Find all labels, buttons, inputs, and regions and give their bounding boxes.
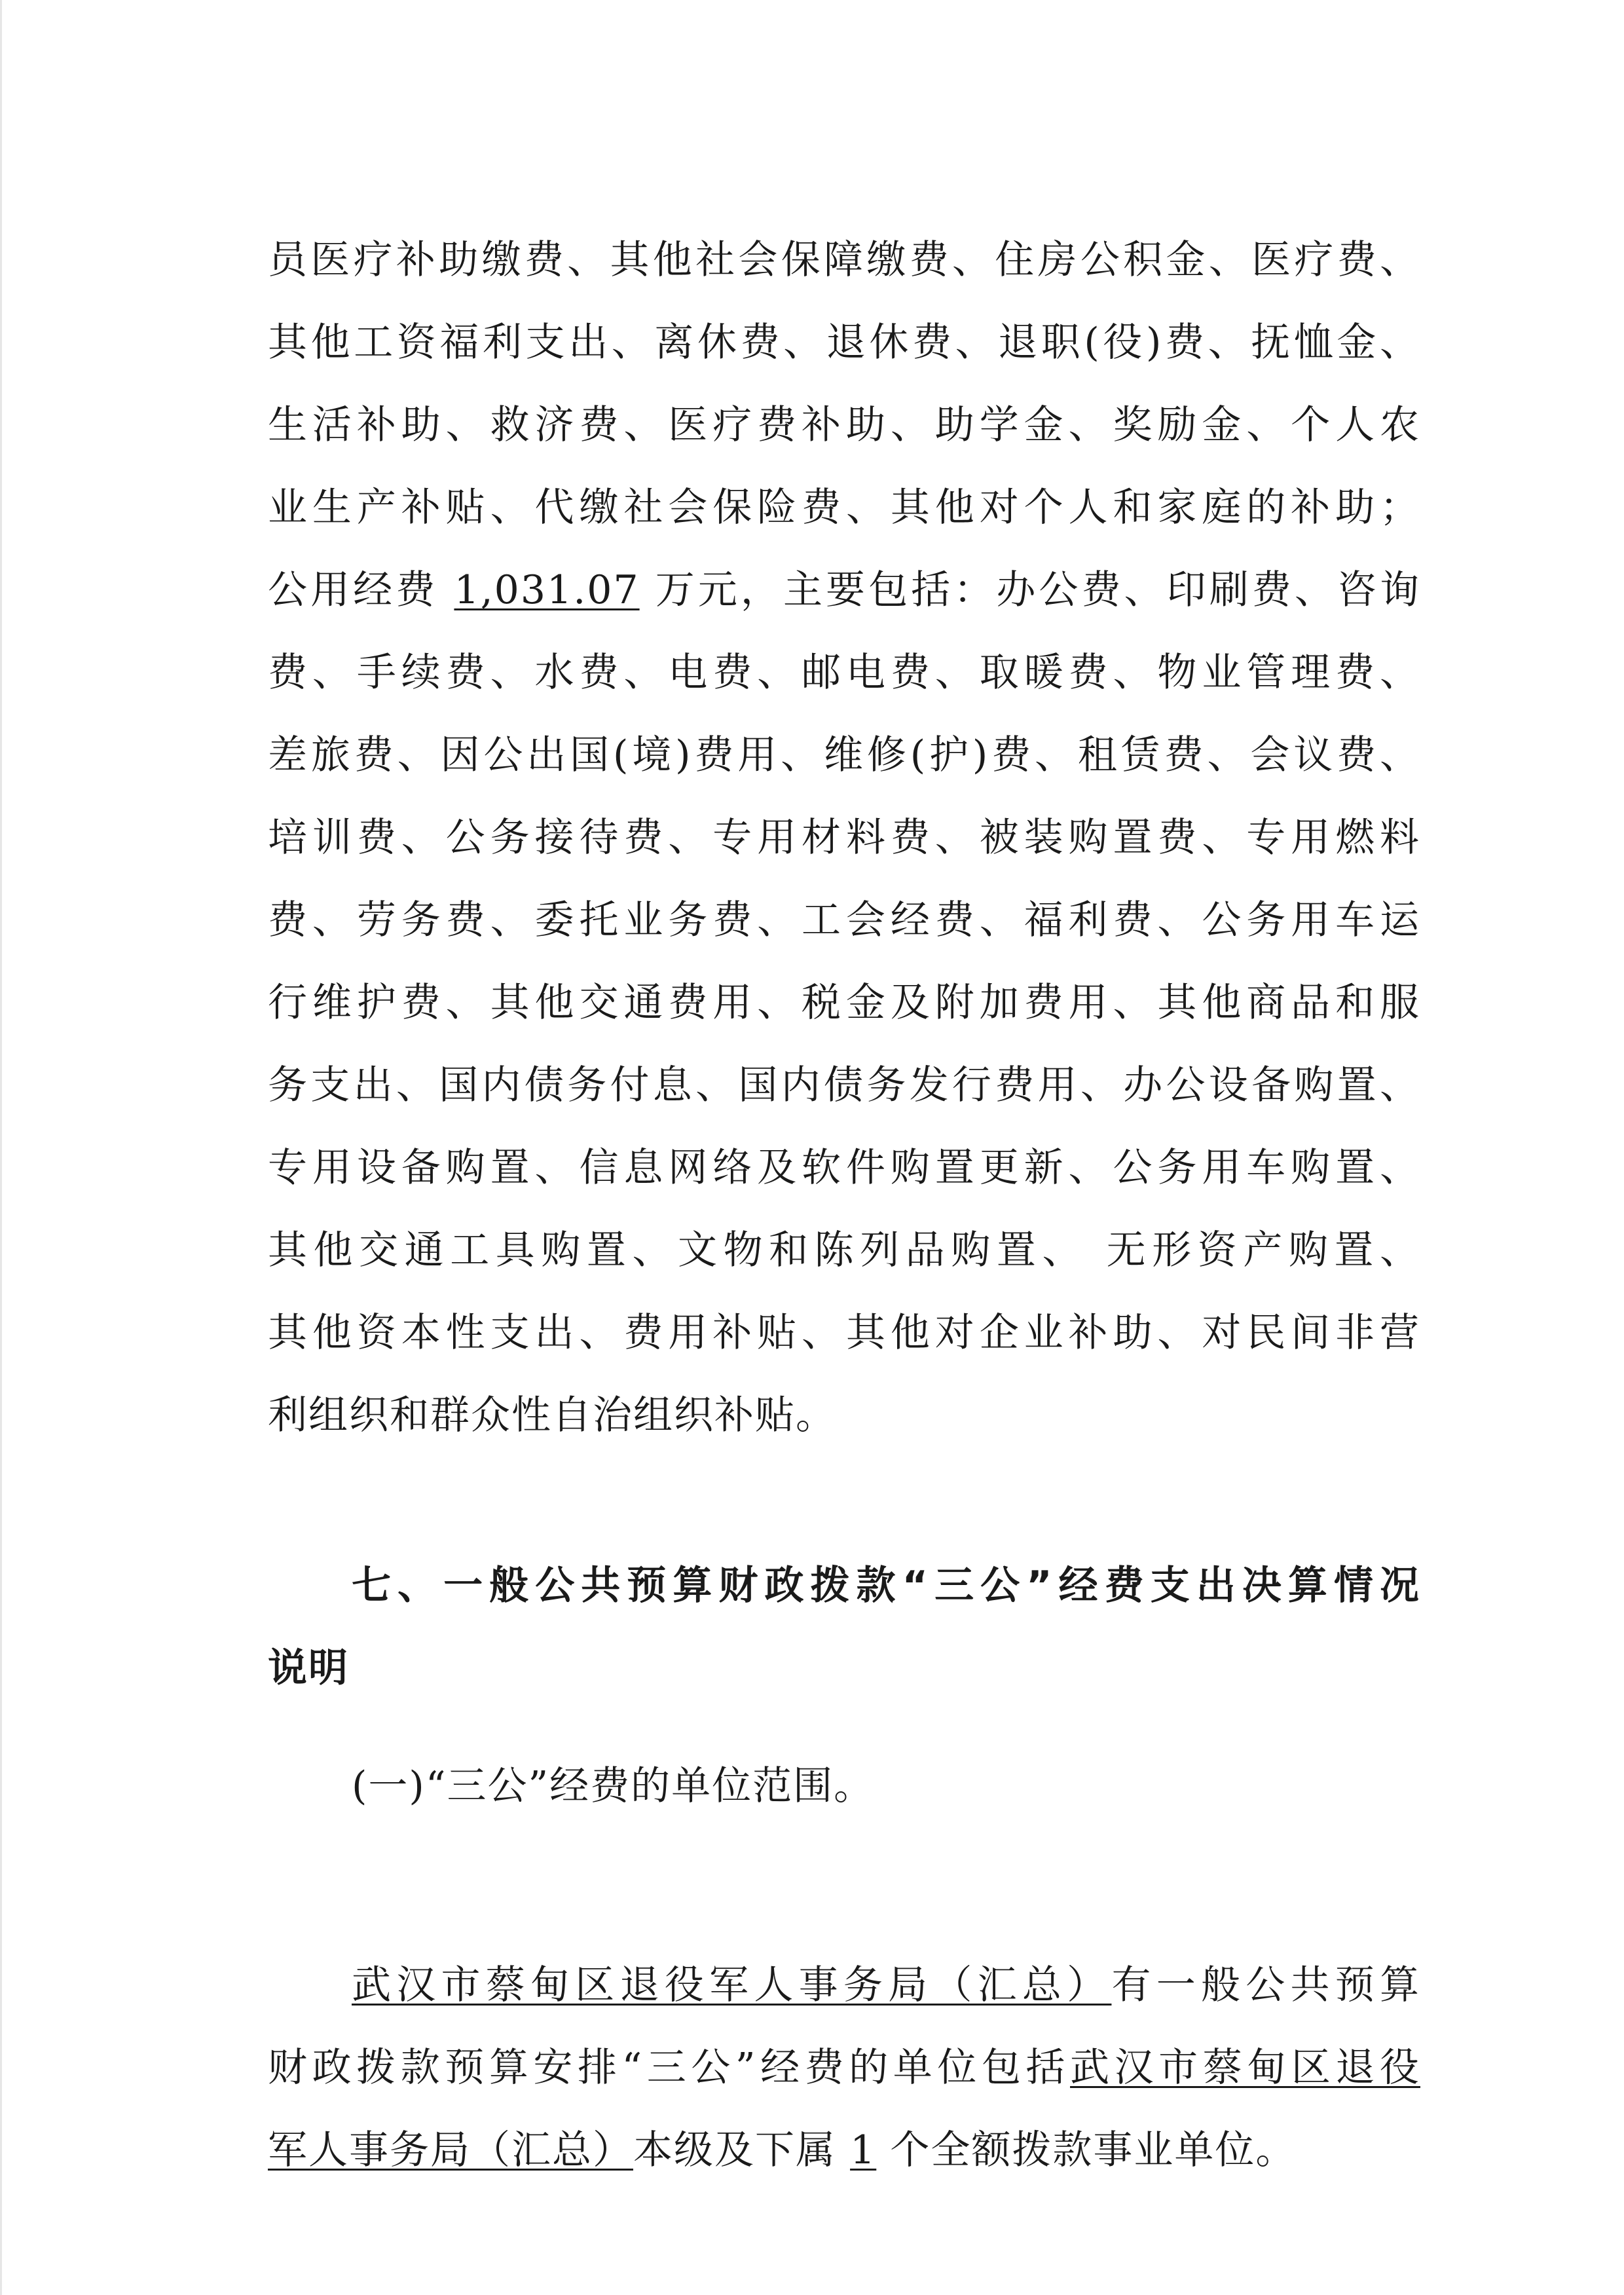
unit-scope-text: 有一般公共预算 (1111, 1962, 1421, 2008)
paragraph-line: 费、手续费、水费、电费、邮电费、取暖费、物业管理费、 (268, 650, 1420, 696)
paragraph-line: 专用设备购置、信息网络及软件购置更新、公务用车购置、 (268, 1145, 1420, 1191)
unit-scope-text: 个全额拨款事业单位。 (876, 2127, 1297, 2173)
unit-scope-line-1 (268, 1944, 1420, 2026)
public-expense-amount: 1,031.07 (454, 567, 640, 613)
section-heading-line-1: 七、一般公共预算财政拨款“三公”经费支出决算情况 (352, 1563, 1420, 1609)
paragraph-line: 培训费、公务接待费、专用材料费、被装购置费、专用燃料 (268, 815, 1420, 861)
section-heading-line-2: 说明 (268, 1645, 349, 1691)
paragraph-line: 生活补助、救济费、医疗费补助、助学金、奖励金、个人农 (268, 402, 1420, 448)
paragraph-line: 差旅费、因公出国(境)费用、维修(护)费、租赁费、会议费、 (268, 732, 1420, 778)
section-heading (268, 1544, 1420, 1709)
paragraph-line: 业生产补贴、代缴社会保险费、其他对个人和家庭的补助； (268, 485, 1420, 531)
paragraph-last-line: 利组织和群众性自治组织补贴。 (268, 1392, 836, 1438)
paragraph-line: 其他资本性支出、费用补贴、其他对企业补助、对民间非营 (268, 1310, 1420, 1356)
public-expense-suffix: 万元，主要包括：办公费、印刷费、咨询 (639, 567, 1420, 613)
paragraph-line: 费、劳务费、委托业务费、工会经费、福利费、公务用车运 (268, 897, 1420, 943)
unit-name-underlined: 武汉市蔡甸区退役军人事务局（汇总） (352, 1962, 1112, 2008)
expense-list-paragraph (268, 219, 1420, 1457)
paragraph-line: 其他工资福利支出、离休费、退休费、退职(役)费、抚恤金、 (268, 320, 1420, 365)
paragraph-line: 员医疗补助缴费、其他社会保障缴费、住房公积金、医疗费、 (268, 237, 1420, 283)
paragraph-line: 行维护费、其他交通费用、税金及附加费用、其他商品和服 (268, 980, 1420, 1026)
subsection-heading: (一)“三公”经费的单位范围。 (352, 1763, 875, 1809)
unit-scope-line-2 (268, 2026, 1420, 2109)
unit-count: 1 (850, 2127, 877, 2173)
public-expense-prefix: 公用经费 (268, 567, 454, 613)
unit-name-underlined: 武汉市蔡甸区退役 (1070, 2045, 1420, 2091)
unit-name-underlined: 军人事务局（汇总） (268, 2127, 633, 2173)
public-expense-line (268, 549, 1420, 631)
unit-scope-text: 本级及下属 (633, 2127, 851, 2173)
paragraph-line: 其他交通工具购置、文物和陈列品购置、 无形资产购置、 (268, 1227, 1420, 1273)
scan-edge-shadow (0, 0, 2, 2295)
unit-scope-text: 财政拨款预算安排“三公”经费的单位包括 (268, 2045, 1071, 2091)
paragraph-line: 务支出、国内债务付息、国内债务发行费用、办公设备购置、 (268, 1062, 1420, 1108)
unit-scope-paragraph (268, 1944, 1420, 2192)
unit-scope-line-3 (268, 2109, 1420, 2192)
